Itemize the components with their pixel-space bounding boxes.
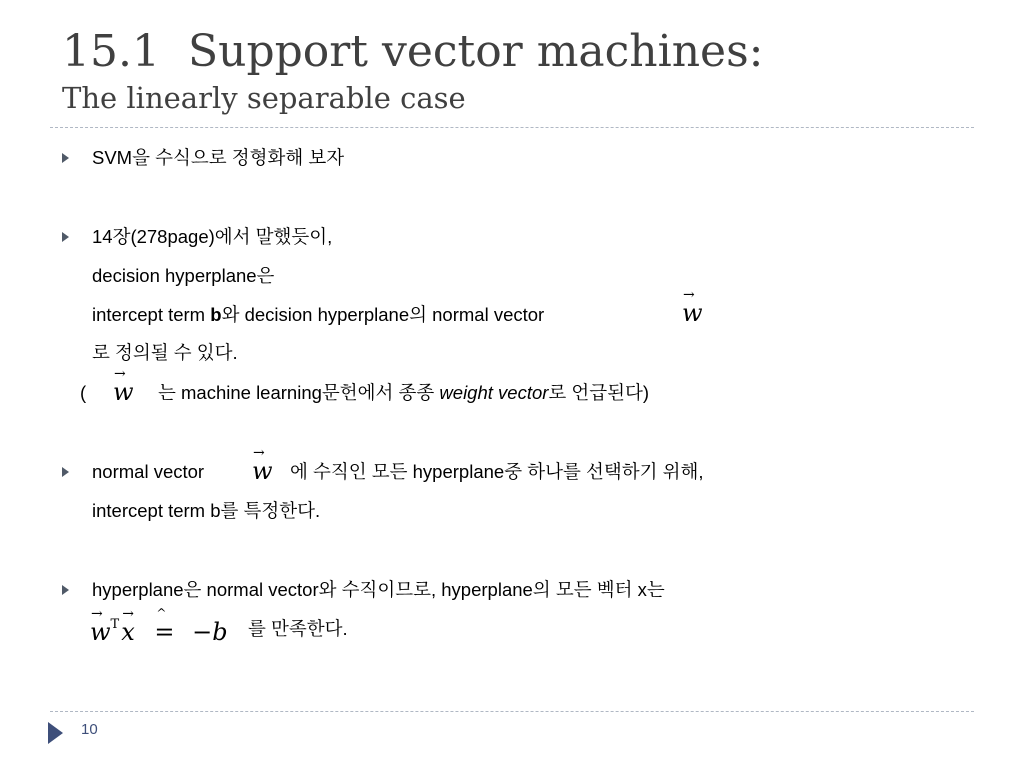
w-letter: w (252, 457, 273, 485)
bullet-4-line-1: hyperplane은 normal vector와 수직이므로, hyperplane의 모든 벡터 x는 (92, 579, 665, 600)
vector-w-symbol (252, 445, 273, 485)
bullet-2-line-2: decision hyperplane은 (92, 265, 275, 286)
section-number: 15.1 (62, 26, 160, 77)
intercept-b: b (210, 304, 222, 325)
slide-subtitle: The linearly separable case (62, 81, 466, 115)
bullet-2-line-5 (80, 382, 86, 404)
footer-divider (50, 711, 974, 712)
bullet-2-line-4: 로 정의될 수 있다. (92, 342, 238, 363)
w-letter: w (113, 378, 134, 406)
vector-arrow: → (91, 606, 103, 622)
vector-arrow: → (122, 606, 134, 622)
rhs-minus-b: −b (192, 618, 228, 646)
bullet-3-line-1a: normal vector (92, 461, 205, 482)
text-span: 와 decision hyperplane의 normal vector (221, 304, 545, 325)
text-span: 는 machine learning문헌에서 종종 (158, 382, 440, 403)
text-span: 로 언급된다) (548, 382, 650, 403)
vector-arrow: → (683, 287, 695, 303)
w-letter: w (90, 618, 111, 646)
x-letter: x (121, 618, 135, 646)
bullet-3-line-2: intercept term b를 특정한다. (92, 500, 321, 521)
bullet-1-text: SVM을 수식으로 정형화해 보자 (92, 147, 345, 168)
open-paren: ( (80, 382, 87, 403)
text-span: intercept term (92, 304, 211, 325)
bullet-marker (62, 467, 69, 477)
equals-sign: = (154, 618, 175, 646)
vector-arrow: → (253, 445, 265, 461)
bullet-marker (62, 232, 69, 242)
vector-w-symbol (682, 287, 703, 327)
hyperplane-equation (90, 606, 228, 646)
hat-mark: ^ (156, 606, 167, 620)
weight-vector-term: weight vector (439, 382, 549, 403)
play-arrow-icon (48, 722, 63, 744)
bullet-3-line-1b: 에 수직인 모든 hyperplane중 하나를 선택하기 위해, (290, 461, 704, 482)
title-text: Support vector machines: (187, 26, 764, 77)
w-letter: w (682, 299, 703, 327)
page-number: 10 (81, 721, 98, 738)
bullet-2-line-3 (92, 304, 544, 326)
bullet-2-line-5-text (158, 382, 649, 404)
bullet-marker (62, 585, 69, 595)
bullet-marker (62, 153, 69, 163)
transpose-mark: T (110, 617, 120, 632)
bullet-2-line-1: 14장(278page)에서 말했듯이, (92, 226, 333, 247)
vector-arrow: → (114, 366, 126, 382)
bullet-4-line-2: 를 만족한다. (248, 618, 348, 639)
vector-w-symbol (113, 366, 134, 406)
